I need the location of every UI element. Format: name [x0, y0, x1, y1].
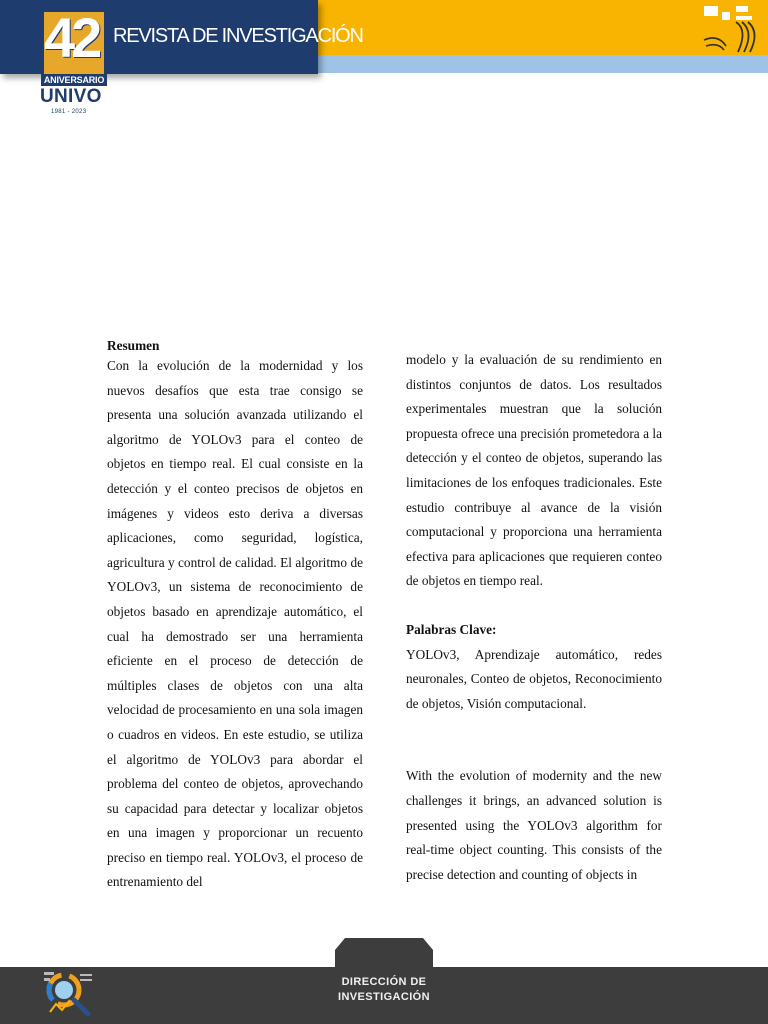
keywords-heading: Palabras Clave: [406, 621, 497, 637]
department-corner-icon [700, 4, 758, 54]
footer-tab [335, 938, 433, 968]
abstract-text-left: Con la evolución de la modernidad y los nuevos desafíos que esta trae consigo se presenta una solución avanzada utilizando el algoritmo de YOLOv3 para el conteo de objetos en tiempo real. El cual consiste en la detección y el conteo precisos de objetos en imágenes y videos esto deriva a diversas aplicaciones, como seguridad, logística, agricultura y control de calidad. El algoritmo de YOLOv3, un sistema de reconocimiento de objetos basado en aprendizaje automático, el cual ha demostrado ser una herramienta eficiente en el proceso de detección de múltiples clases de objetos con una alta velocidad de procesamiento en una sola imagen o cuadros en videos. En este estudio, se utiliza el algoritmo de YOLOv3 para abordar el problema del conteo de objetos, aprovechando su capacidad para detectar y localizar objetos en una imagen y proporcionar un recuento preciso en tiempo real. YOLOv3, el proceso de entrenamiento del [107, 358, 363, 890]
abstract-right-column [406, 348, 662, 887]
research-magnifier-icon [40, 968, 96, 1020]
abstract-heading: Resumen [107, 338, 160, 353]
abstract-text-right: modelo y la evaluación de su rendimiento en distintos conjuntos de datos. Los resultados experimentales muestran que la solución propuesta ofrece una precisión prometedora a la detección y el conteo de objetos, superando las limitaciones de los enfoques tradicionales. Este estudio contribuye al avance de la visión computacional y proporciona una herramienta efectiva para aplicaciones que requieren conteo de objetos en tiempo real. [406, 352, 662, 589]
anniversary-label: ANIVERSARIO [41, 74, 107, 86]
anniversary-number: 42 [44, 6, 99, 69]
keywords-text: YOLOv3, Aprendizaje automático, redes neuronales, Conteo de objetos, Reconocimiento de objetos, Visión computacional. [406, 646, 662, 711]
journal-title: REVISTA DE INVESTIGACIÓN [113, 25, 363, 47]
footer-department-label [330, 975, 438, 1005]
english-abstract-text: With the evolution of modernity and the new challenges it brings, an advanced solution is presented using the YOLOv3 algorithm for real-time object counting. This consists of the precise detection and counting of objects in [406, 768, 662, 882]
abstract-left-column [107, 338, 363, 895]
footer-department-line2: INVESTIGACIÓN [338, 991, 430, 1003]
anniversary-years: 1981 - 2023 [51, 109, 87, 115]
university-logo: UNIVO [40, 86, 102, 107]
header-blue-band [300, 55, 768, 73]
footer-department-line1: DIRECCIÓN DE [341, 976, 427, 988]
